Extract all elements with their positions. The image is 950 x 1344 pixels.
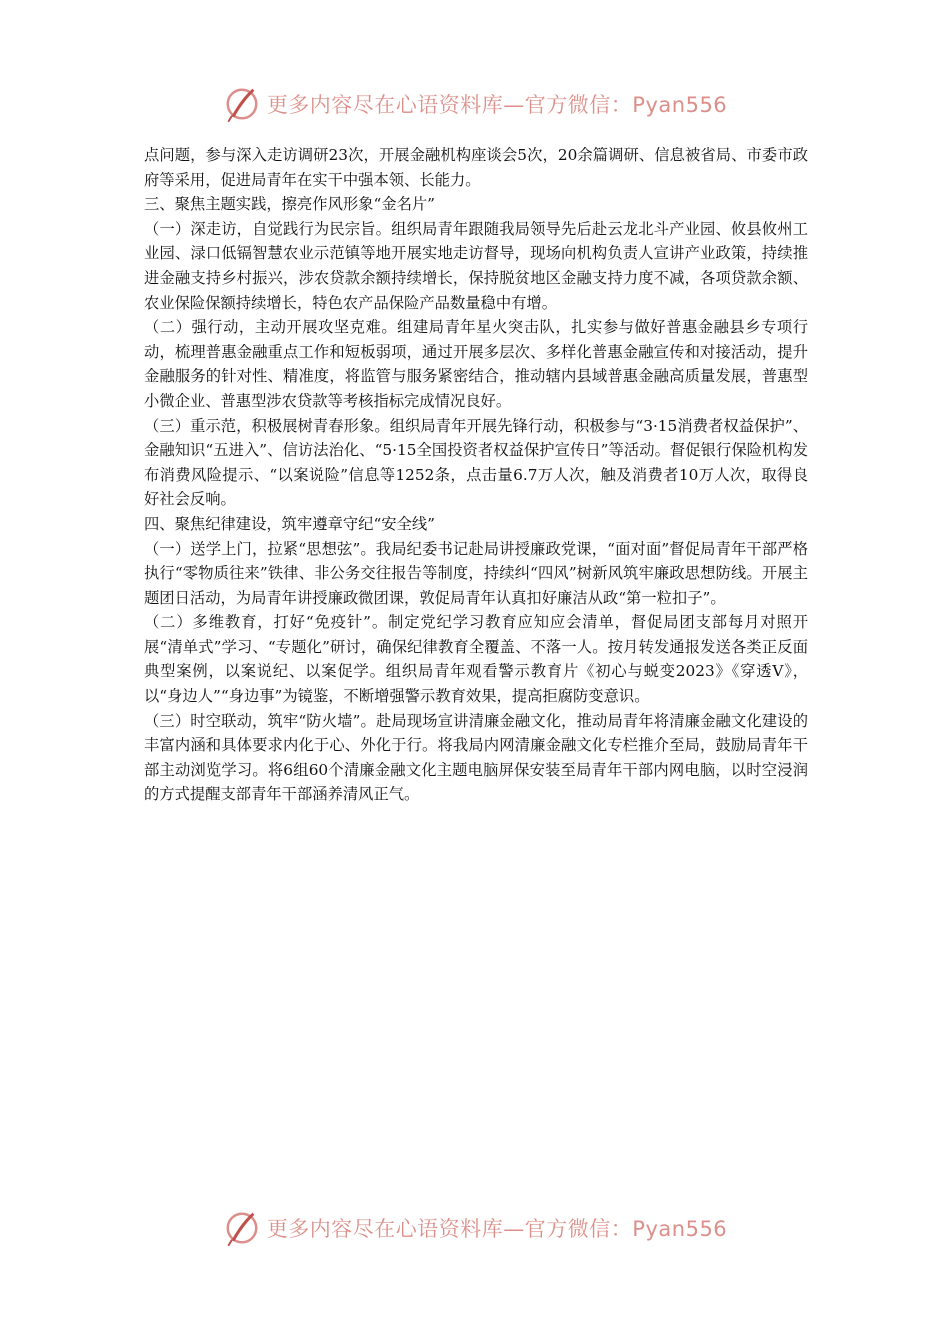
watermark-text: 更多内容尽在心语资料库—官方微信：Pyan556 (266, 1217, 728, 1241)
paragraph: （三）重示范，积极展树青春形象。组织局青年开展先锋行动，积极参与“3·15消费者权益保护”、金融知识“五进入”、信访法治化、“5·15全国投资者权益保护宣传日”等活动。督促银行保险机构发布消费风险提示、“以案说险”信息等1252条，点击量6.7万人次，触及消费者10万人次，取得良好社会反响。 (144, 416, 808, 509)
paragraph: （一）送学上门，拉紧“思想弦”。我局纪委书记赴局讲授廉政党课，“面对面”督促局青年干部严格执行“零物质往来”铁律、非公务交往报告等制度，持续纠“四风”树新风筑牢廉政思想防线。开展主题团日活动，为局青年讲授廉政微团课，敦促局青年认真扣好廉洁从政“第一粒扣子”。 (144, 539, 808, 607)
header-watermark-banner (0, 82, 950, 126)
pen-feather-icon (223, 1209, 261, 1247)
paragraph: （二）多维教育，打好“免疫针”。制定党纪学习教育应知应会清单，督促局团支部每月对照开展“清单式”学习、“专题化”研讨，确保纪律教育全覆盖、不落一人。按月转发通报发送各类正反面典型案例，以案说纪、以案促学。组织局青年观看警示教育片《初心与蜕变2023》《穿透Ⅴ》，以“身边人”“身边事”为镜鉴，不断增强警示教育效果，提高拒腐防变意识。 (144, 613, 808, 706)
paragraph: 点问题，参与深入走访调研23次，开展金融机构座谈会5次，20余篇调研、信息被省局、市委市政府等采用，促进局青年在实干中强本领、长能力。 (144, 146, 808, 189)
section-heading: 三、聚焦主题实践，擦亮作风形象“金名片” (144, 195, 435, 214)
paragraph: （一）深走访，自觉践行为民宗旨。组织局青年跟随我局领导先后赴云龙北斗产业园、攸县攸州工业园、渌口低镉智慧农业示范镇等地开展实地走访督导，现场向机构负责人宣讲产业政策，持续推进金融支持乡村振兴，涉农贷款余额持续增长，保持脱贫地区金融支持力度不减，各项贷款余额、农业保险保额持续增长，特色农产品保险产品数量稳中有增。 (144, 219, 808, 312)
pen-feather-icon (223, 85, 261, 123)
paragraph: （三）时空联动，筑牢“防火墙”。赴局现场宣讲清廉金融文化，推动局青年将清廉金融文化建设的丰富内涵和具体要求内化于心、外化于行。将我局内网清廉金融文化专栏推介至局，鼓励局青年干部主动浏览学习。将6组60个清廉金融文化主题电脑屏保安装至局青年干部内网电脑，以时空浸润的方式提醒支部青年干部涵养清风正气。 (144, 711, 808, 804)
footer-watermark-banner (0, 1206, 950, 1250)
section-heading: 四、聚焦纪律建设，筑牢遵章守纪“安全线” (144, 514, 435, 533)
paragraph: （二）强行动，主动开展攻坚克难。组建局青年星火突击队，扎实参与做好普惠金融县乡专项行动，梳理普惠金融重点工作和短板弱项，通过开展多层次、多样化普惠金融宣传和对接活动，提升金融服务的针对性、精准度，将监管与服务紧密结合，推动辖内县域普惠金融高质量发展，普惠型小微企业、普惠型涉农贷款等考核指标完成情况良好。 (144, 318, 808, 410)
watermark-text: 更多内容尽在心语资料库—官方微信：Pyan556 (266, 93, 728, 117)
document-body (144, 143, 808, 807)
